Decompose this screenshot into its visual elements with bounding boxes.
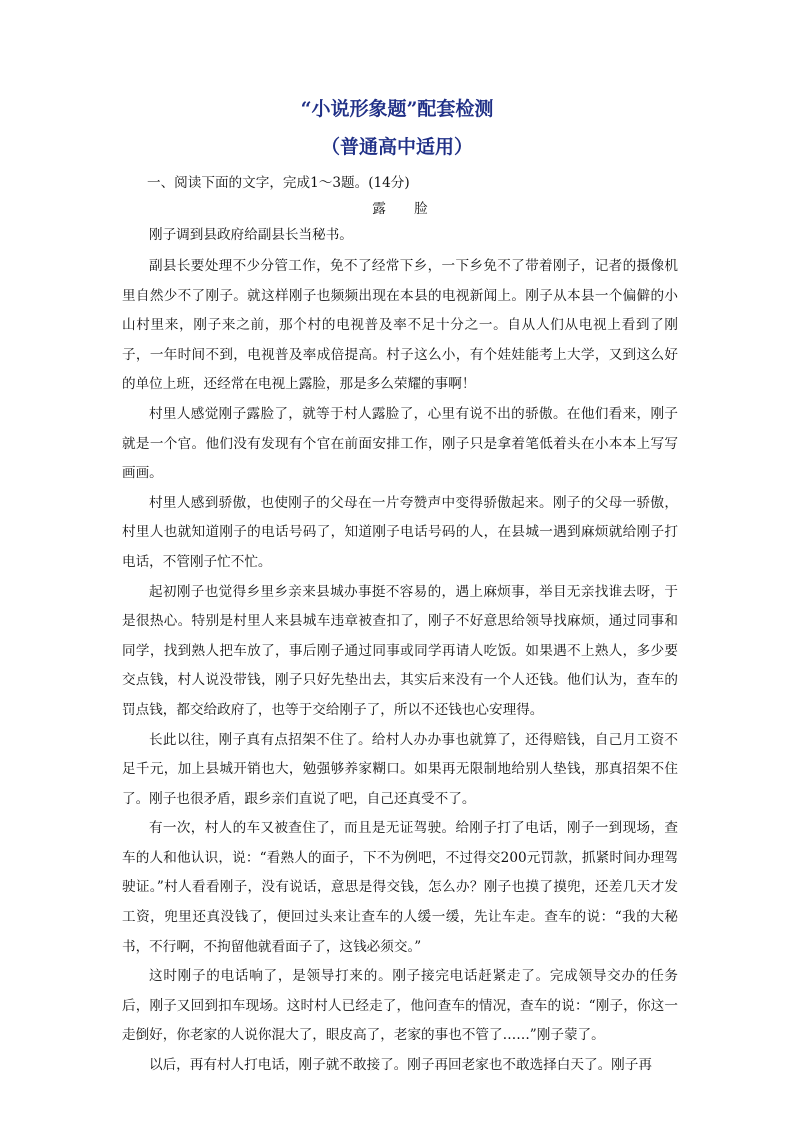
article-paragraph: 刚子调到县政府给副县长当秘书。 [149,227,353,243]
article-paragraph: 起初刚子也觉得乡里乡亲来县城办事挺不容易的，遇上麻烦事，举目无亲找谁去呀，于是很热心。特别是村里人来县城车违章被查扣了，刚子不好意思给领导找麻烦，通过同事和同学，找到熟人把车放了，事后刚子通过同事或同学再请人吃饭。如果遇不上熟人，多少要交点钱，村人说没带钱，刚子只好先垫出去，其实后来没有一个人还钱。他们认为，查车的罚点钱，都交给政府了，也等于交给刚子了，所以不还钱也心安理得。 [122,583,678,718]
article-paragraph: 这时刚子的电话响了，是领导打来的。刚子接完电话赶紧走了。完成领导交办的任务后，刚子又回到扣车现场。这时村人已经走了，他问查车的情况，查车的说：“刚子，你这一走倒好，你老家的人说你混大了，眼皮高了，老家的事也不管了……”刚子蒙了。 [122,968,678,1044]
article-paragraph: 村里人感觉刚子露脸了，就等于村人露脸了，心里有说不出的骄傲。在他们看来，刚子就是一个官。他们没有发现有个官在前面安排工作，刚子只是拿着笔低着头在小本本上写写画画。 [122,405,678,482]
page-title: “小说形象题”配套检测 [300,98,494,120]
article-paragraph: 副县长要处理不少分管工作，免不了经常下乡，一下乡免不了带着刚子，记者的摄像机里自然少不了刚子。就这样刚子也频频出现在本县的电视新闻上。刚子从本县一个偏僻的小山村里来，刚子来之前，那个村的电视普及率不足十分之一。自从人们从电视上看到了刚子，一年时间不到，电视普及率成倍提高。村子这么小，有个娃娃能考上大学，又到这么好的单位上班，还经常在电视上露脸，那是多么荣耀的事啊！ [122,258,678,393]
article-title: 露 脸 [372,201,440,217]
question-instruction: 一、阅读下面的文字，完成1～3题。(14分) [147,175,410,191]
document-body [122,170,678,1081]
article-paragraph: 以后，再有村人打电话，刚子就不敢接了。刚子再回老家也不敢选择白天了。刚子再 [149,1057,652,1074]
page-subtitle: （普通高中适用） [320,136,473,158]
article-paragraph: 有一次，村人的车又被查住了，而且是无证驾驶。给刚子打了电话，刚子一到现场，查车的人和他认识，说：“看熟人的面子，下不为例吧，不过得交200元罚款，抓紧时间办理驾驶证。”村人看看刚子，没有说话，意思是得交钱，怎么办？刚子也摸了摸兜，还差几天才发工资，兜里还真没钱了，便回过头来让查车的人缓一缓，先让车走。查车的说：“我的大秘书，不行啊，不拘留他就看面子了，这钱必须交。” [122,820,678,955]
article-paragraph: 村里人感到骄傲，也使刚子的父母在一片夸赞声中变得骄傲起来。刚子的父母一骄傲，村里人也就知道刚子的电话号码了，知道刚子电话号码的人，在县城一遇到麻烦就给刚子打电话，不管刚子忙不忙。 [122,494,678,570]
article-paragraph: 长此以往，刚子真有点招架不住了。给村人办办事也就算了，还得赔钱，自己月工资不足千元，加上县城开销也大，勉强够养家糊口。如果再无限制地给别人垫钱，那真招架不住了。刚子也很矛盾，跟乡亲们直说了吧，自己还真受不了。 [122,731,678,807]
